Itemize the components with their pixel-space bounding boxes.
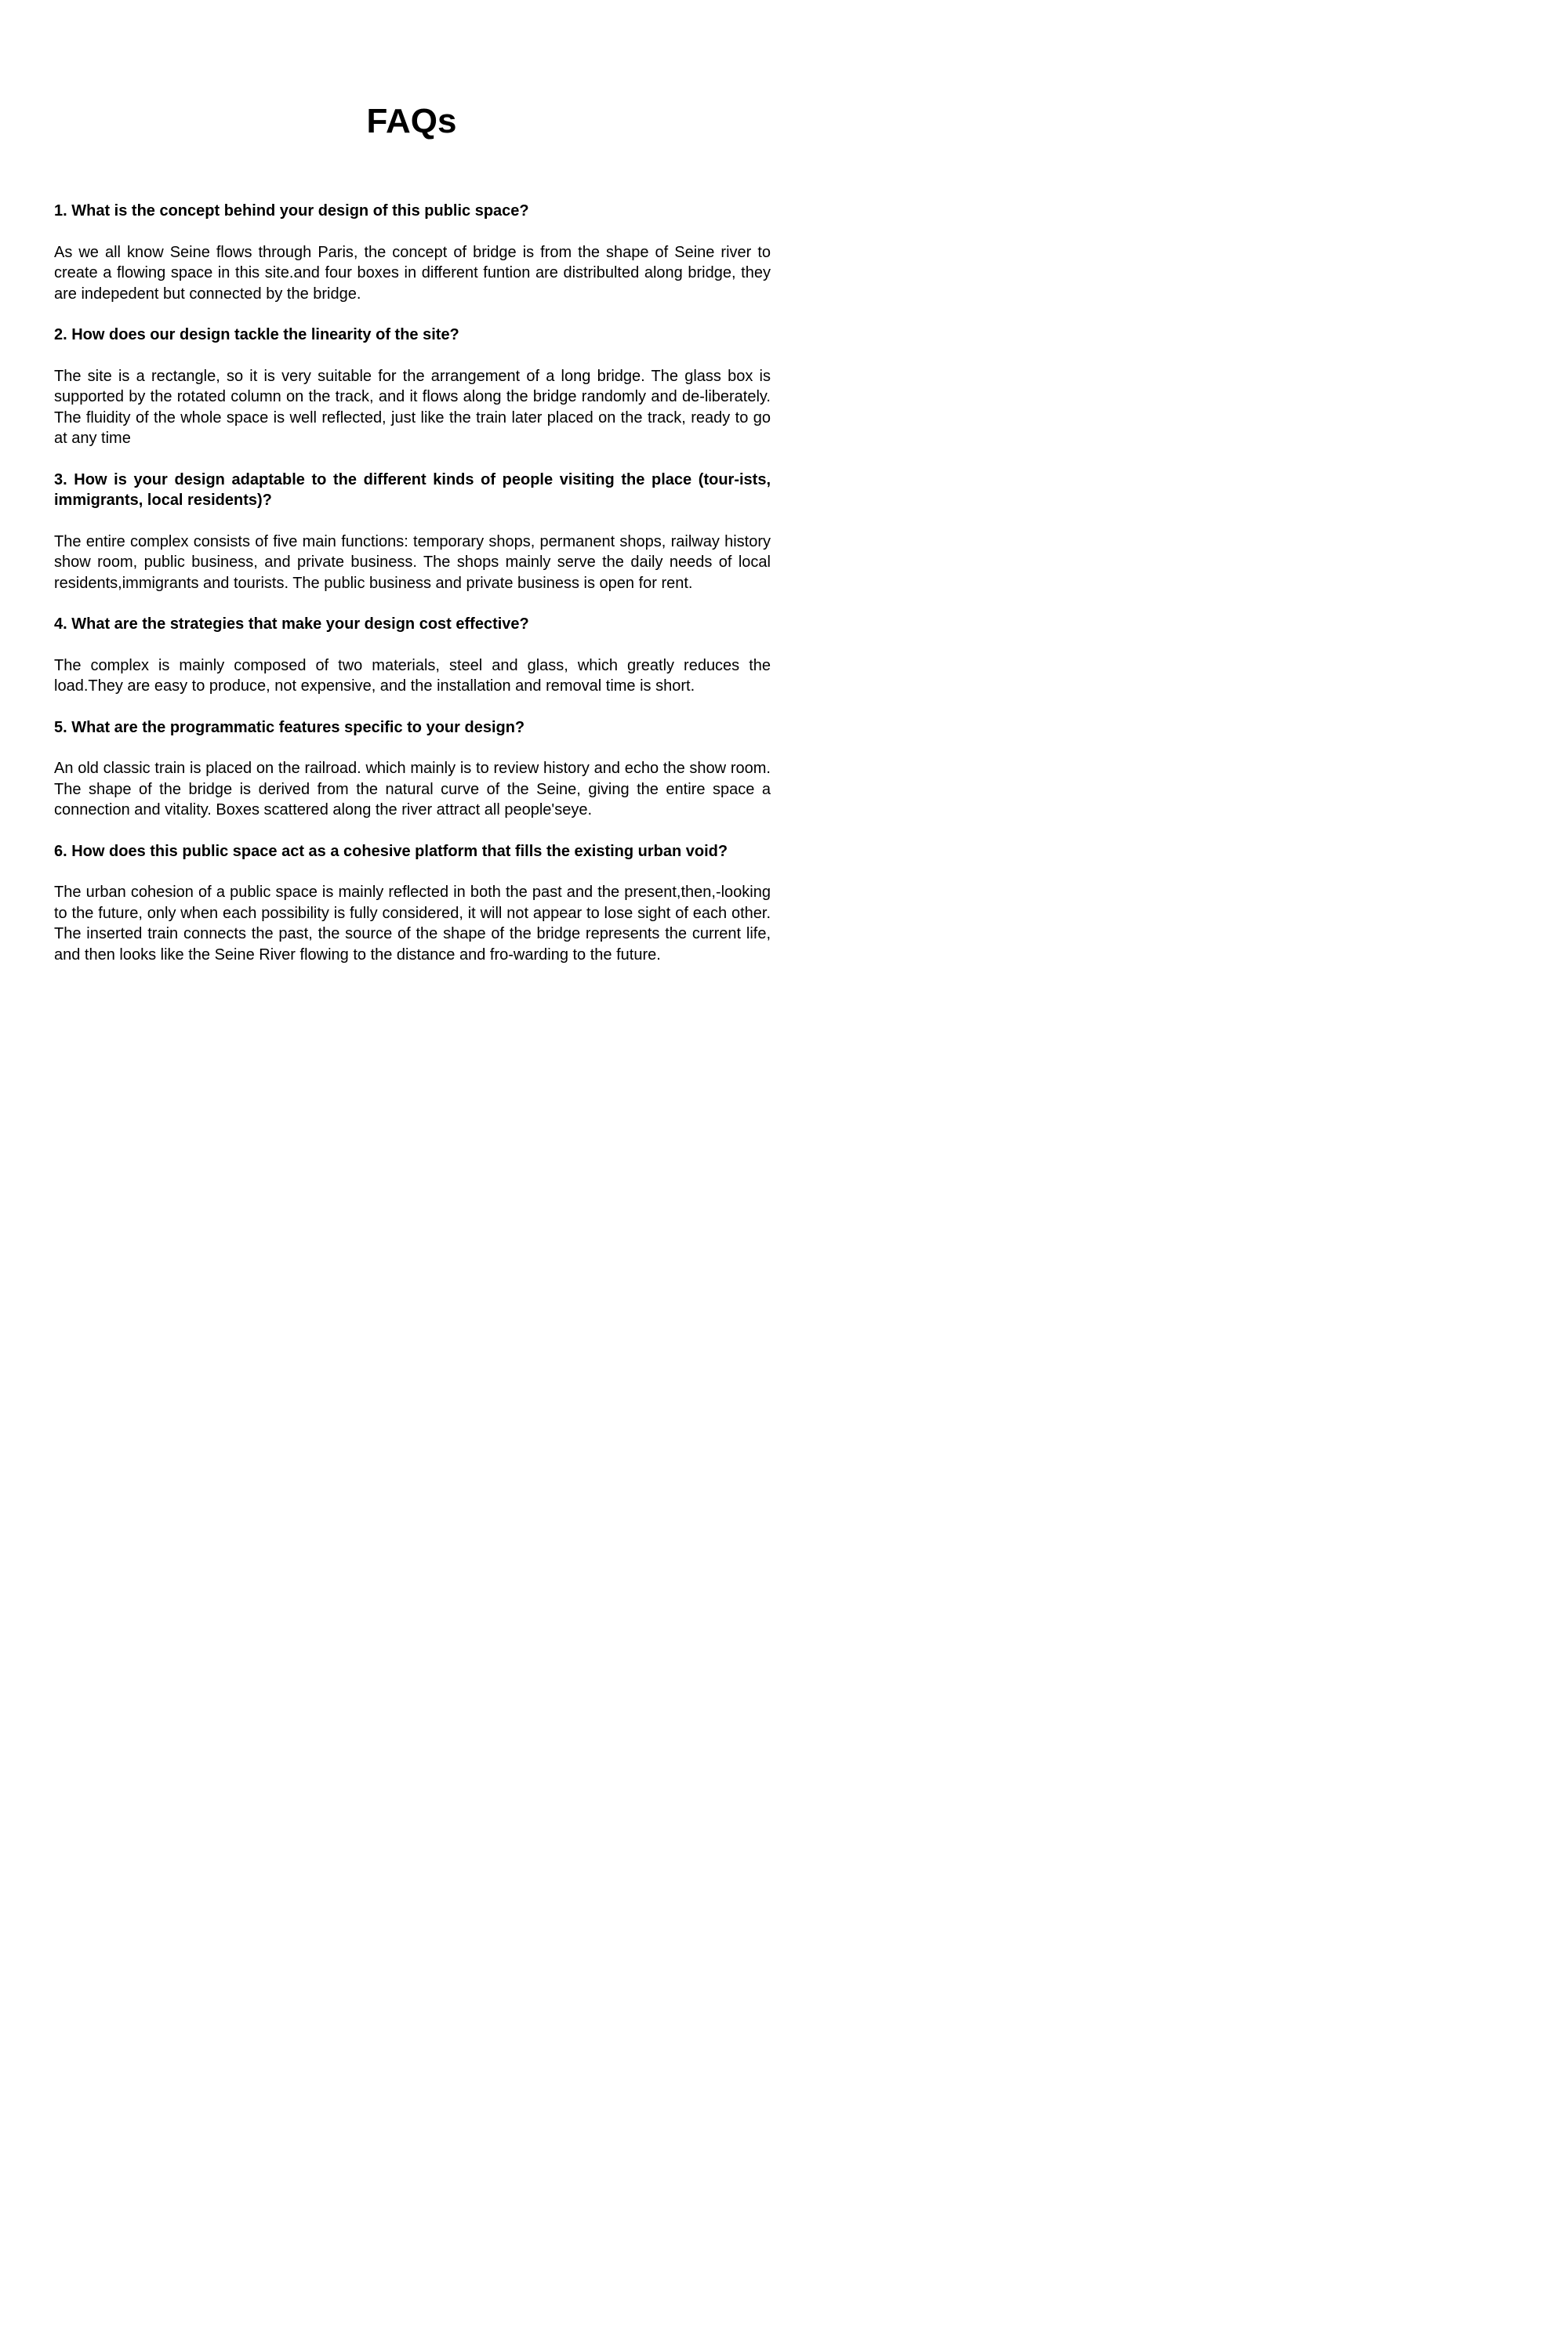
faq-item-4 xyxy=(54,614,771,697)
faq-question-3: 3. How is your design adaptable to the different kinds of people visiting the place (tour-ists, immigrants, local residents)? xyxy=(54,470,771,509)
faq-item-6 xyxy=(54,841,771,966)
faq-question-4: 4. What are the strategies that make your design cost effective? xyxy=(54,615,529,633)
faq-question-5: 5. What are the programmatic features specific to your design? xyxy=(54,718,525,736)
faq-answer-1: As we all know Seine flows through Paris, the concept of bridge is from the shape of Seine river to create a flowing space in this site.and four boxes in different funtion are distribulted along bridge, they are indepedent but connected by the bridge. xyxy=(54,243,771,303)
page-title: FAQs xyxy=(366,102,457,140)
faq-item-3 xyxy=(54,470,771,594)
faq-item-5 xyxy=(54,717,771,821)
faq-answer-5: An old classic train is placed on the railroad. which mainly is to review history and echo the show room. The shape of the bridge is derived from the natural curve of the Seine, giving the entire space a connection and vitality. Boxes scattered along the river attract all people'seye. xyxy=(54,760,771,818)
faq-list xyxy=(54,201,771,985)
faq-answer-4: The complex is mainly composed of two materials, steel and glass, which greatly reduces the load.They are easy to produce, not expensive, and the installation and removal time is short. xyxy=(54,656,771,695)
faq-item-1 xyxy=(54,201,771,304)
faq-question-6: 6. How does this public space act as a cohesive platform that fills the existing urban void? xyxy=(54,842,728,860)
faq-item-2 xyxy=(54,325,771,449)
faq-answer-2: The site is a rectangle, so it is very suitable for the arrangement of a long bridge. The glass box is supported by the rotated column on the track, and it flows along the bridge randomly and de-liberately. The fluidity of the whole space is well reflected, just like the train later placed on the track, ready to go at any time xyxy=(54,367,771,447)
faq-answer-6: The urban cohesion of a public space is mainly reflected in both the past and the present,then,-looking to the future, only when each possibility is fully considered, it will not appear to lose sight of each other. The inserted train connects the past, the source of the shape of the bridge represents the current life, and then looks like the Seine River flowing to the distance and fro-warding to the future. xyxy=(54,884,771,964)
faq-question-2: 2. How does our design tackle the linearity of the site? xyxy=(54,326,459,343)
faq-question-1: 1. What is the concept behind your design of this public space? xyxy=(54,202,529,220)
faq-answer-3: The entire complex consists of five main functions: temporary shops, permanent shops, railway history show room, public business, and private business. The shops mainly serve the daily needs of local residents,immigrants and tourists. The public business and private business is open for rent. xyxy=(54,532,771,592)
faq-page xyxy=(0,0,823,1235)
